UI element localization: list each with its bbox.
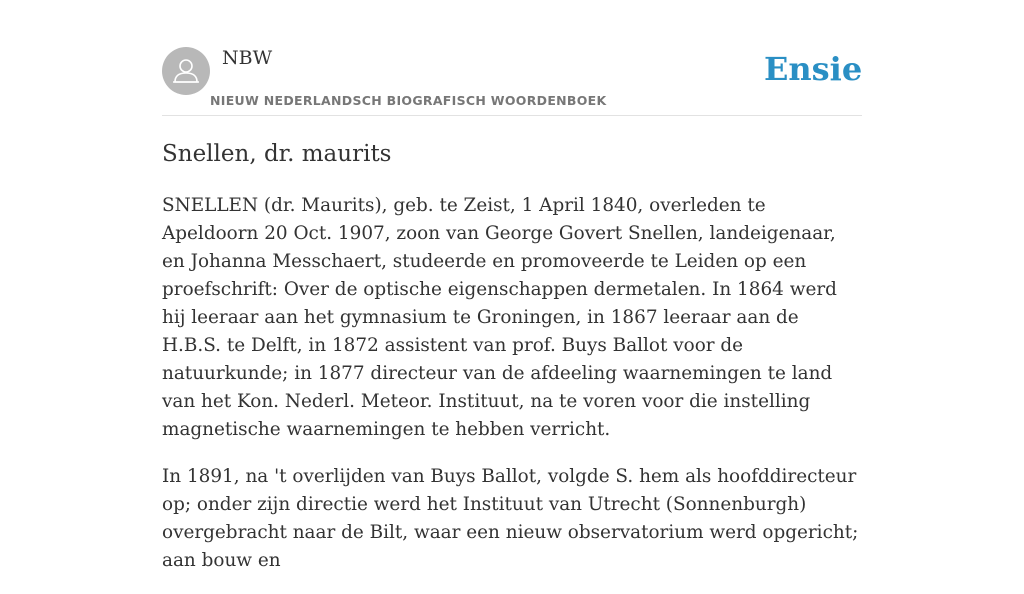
- source-full-name[interactable]: NIEUW NEDERLANDSCH BIOGRAFISCH WOORDENBOEK: [210, 93, 607, 108]
- source-name[interactable]: NBW: [222, 47, 273, 69]
- article-paragraph: SNELLEN (dr. Maurits), geb. te Zeist, 1 April 1840, overleden te Apeldoorn 20 Oct. 1907, zoon van George Govert Snellen, landeigenaar, en Johanna Messchaert, studeerde en promoveerde te Leiden op een proefschrift: Over de optische eigenschappen dermetalen. In 1864 werd hij leeraar aan het gymnasium te Groningen, in 1867 leeraar aan de H.B.S. te Delft, in 1872 assistent van prof. Buys Ballot voor de natuurkunde; in 1877 directeur van de afdeeling waarnemingen te land van het Kon. Nederl. Meteor. Instituut, na te voren voor die instelling magnetische waarnemingen te hebben verricht.: [162, 195, 837, 440]
- user-silhouette-icon: [162, 47, 210, 95]
- source-avatar[interactable]: [162, 47, 210, 95]
- article-paragraph: In 1891, na 't overlijden van Buys Ballot, volgde S. hem als hoofddirecteur op; onder zijn directie werd het Instituut van Utrecht (Sonnenburgh) overgebracht naar de Bilt, waar een nieuw observatorium werd opgericht; aan bouw en: [162, 466, 859, 571]
- article-body: [162, 192, 862, 594]
- article-title: Snellen, dr. maurits: [162, 141, 392, 167]
- header-divider: [162, 115, 862, 116]
- brand-logo[interactable]: Ensie: [764, 50, 863, 88]
